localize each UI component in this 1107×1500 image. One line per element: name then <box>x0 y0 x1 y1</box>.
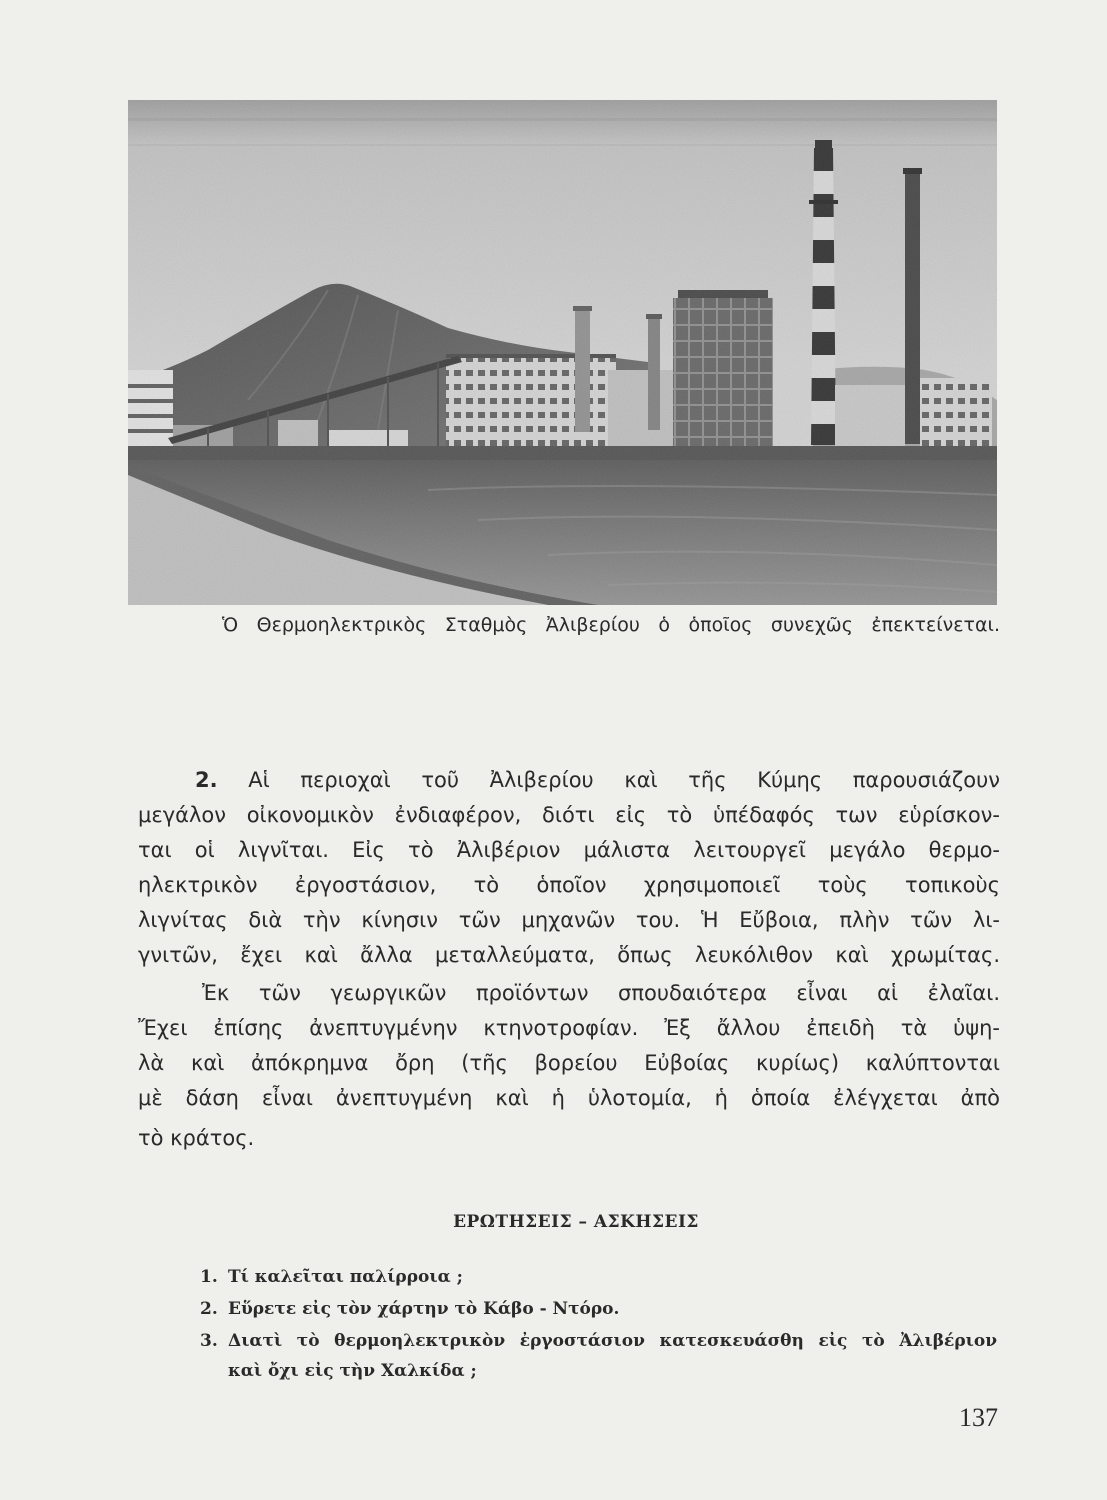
section-paragraph <box>138 760 1000 1160</box>
text-line: ηλεκτρικὸν ἐργοστάσιον, τὸ ὁποῖον χρησιμοποιεῖ τοὺς τοπικοὺς <box>138 873 1000 897</box>
exercises-heading: ΕΡΩΤΗΣΕΙΣ – ΑΣΚΗΣΕΙΣ <box>453 1212 699 1232</box>
film-grain <box>128 100 997 605</box>
exercises-list <box>200 1260 1000 1390</box>
text-line: γνιτῶν, ἔχει καὶ ἄλλα μεταλλεύματα, ὅπως λευκόλιθον καὶ χρωμίτας. <box>138 943 1000 967</box>
text-line: λὰ καὶ ἀπόκρημνα ὄρη (τῆς βορείου Εὐβοίας κυρίως) καλύπτονται <box>138 1051 1000 1075</box>
question-number: 1. <box>200 1267 218 1287</box>
question-number: 3. <box>200 1331 218 1351</box>
question-item <box>200 1294 997 1324</box>
text-line: μὲ δάση εἶναι ἀνεπτυγμένη καὶ ἡ ὑλοτομία, ἡ ὁποία ἐλέγχεται ἀπὸ <box>138 1086 1000 1110</box>
text-line-content: Αἱ περιοχαὶ τοῦ Ἀλιβερίου καὶ τῆς Κύμης παρουσιάζουν <box>248 768 1000 792</box>
text-line: ται οἱ λιγνῖται. Εἰς τὸ Ἀλιβέριον μάλιστα λειτουργεῖ μεγάλο θερμο- <box>138 838 1000 862</box>
question-continuation <box>200 1356 997 1386</box>
text-line: Ἐκ τῶν γεωργικῶν προϊόντων σπουδαιότερα εἶναι αἱ ἐλαῖαι. <box>202 981 1000 1005</box>
photo-caption: Ὁ Θερμοηλεκτρικὸς Σταθμὸς Ἀλιβερίου ὁ ὁποῖος συνεχῶς ἐπεκτείνεται. <box>222 614 1000 636</box>
page-number: 137 <box>959 1403 998 1432</box>
question-text: καὶ ὄχι εἰς τὴν Χαλκίδα ; <box>228 1361 477 1381</box>
text-line: τὸ κράτος. <box>138 1126 255 1150</box>
question-text: Τί καλεῖται παλίρροια ; <box>228 1267 463 1287</box>
section-number: 2. <box>195 768 218 792</box>
power-station-photo <box>128 100 997 605</box>
question-item <box>200 1326 997 1356</box>
text-line: μεγάλον οἰκονομικὸν ἐνδιαφέρον, διότι εἰς τὸ ὑπέδαφός των εὑρίσκον- <box>138 803 1000 827</box>
text-line <box>138 762 1000 798</box>
text-line: Ἔχει ἐπίσης ἀνεπτυγμένην κτηνοτροφίαν. Ἐξ ἄλλου ἐπειδὴ τὰ ὑψη- <box>138 1016 1000 1040</box>
photo-image <box>128 100 997 605</box>
text-line: λιγνίτας διὰ τὴν κίνησιν τῶν μηχανῶν του. Ἡ Εὔβοια, πλὴν τῶν λι- <box>138 908 1000 932</box>
question-text: Διατὶ τὸ θερμοηλεκτρικὸν ἐργοστάσιον κατεσκευάσθη εἰς τὸ Ἀλιβέριον <box>228 1331 997 1351</box>
question-text: Εὕρετε εἰς τὸν χάρτην τὸ Κάβο - Ντόρο. <box>228 1299 620 1319</box>
question-number: 2. <box>200 1299 218 1319</box>
question-item <box>200 1262 997 1292</box>
